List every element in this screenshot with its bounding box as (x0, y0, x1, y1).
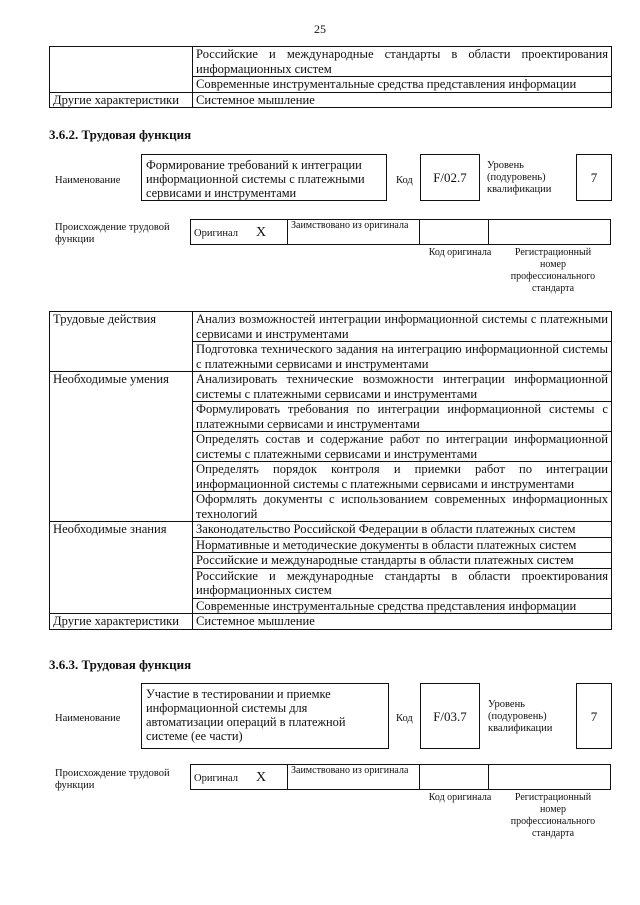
level-label: Уровень (подуровень) квалификации (487, 160, 552, 195)
table-cell: Российские и международные стандарты в области проектирования информационных систем (193, 568, 612, 598)
original-cell (191, 220, 288, 245)
table-row (50, 372, 612, 402)
original-label: Оригинал (194, 228, 238, 239)
top-table-cell: Современные инструментальные средства представления информации (193, 77, 612, 93)
code-original-label: Код оригинала (428, 247, 492, 258)
name-box (141, 683, 389, 749)
original-mark: X (256, 225, 267, 240)
table-cell: Подготовка технического задания на интеграцию информационной системы с платежными сервисами и инструментами (193, 342, 612, 372)
level-label: Уровень (подуровень) квалификации (488, 699, 553, 734)
table-cell: Нормативные и методические документы в области платежных систем (193, 537, 612, 553)
level-box (576, 683, 612, 749)
code-original-label: Код оригинала (428, 792, 492, 803)
name-label: Наименование (55, 713, 121, 724)
level-value: 7 (590, 170, 598, 185)
code-label: Код (396, 175, 413, 186)
table-cell: Оформлять документы с использованием современных информационных технологий (193, 492, 612, 522)
table-row (50, 614, 612, 630)
table-row (50, 522, 612, 538)
group-label: Другие характеристики (50, 614, 193, 630)
origin-table (190, 219, 611, 245)
borrowed-cell: Заимствовано из оригинала (288, 765, 420, 790)
section-heading: 3.6.3. Трудовая функция (49, 657, 192, 672)
code-box (420, 683, 480, 749)
origin-table (190, 764, 611, 790)
page-number: 25 (314, 22, 326, 36)
group-label: Трудовые действия (50, 312, 193, 372)
name-box (141, 154, 387, 201)
origin-label: Происхождение трудовой функции (55, 222, 170, 245)
main-table (49, 311, 612, 630)
reg-number-label: Регистрационный номер профессионального стандарта (510, 792, 596, 839)
reg-number-label: Регистрационный номер профессионального стандарта (510, 247, 596, 294)
table-cell: Анализ возможностей интеграции информационной системы с платежными сервисами и инструментами (193, 312, 612, 342)
code-original-cell (420, 765, 489, 790)
top-table-label-empty (50, 47, 193, 93)
top-table-label: Другие характеристики (50, 92, 193, 108)
level-value: 7 (590, 709, 598, 724)
name-value: Формирование требований к интеграции информационной системы с платежными сервисами и инструментами (146, 158, 365, 200)
top-table (49, 46, 612, 108)
name-value: Участие в тестировании и приемке информационной системы для автоматизации операций в платежной системе (ее части) (146, 687, 346, 743)
code-value: F/03.7 (433, 709, 467, 724)
original-mark: X (256, 770, 267, 785)
borrowed-cell: Заимствовано из оригинала (288, 220, 420, 245)
table-cell: Формулировать требования по интеграции информационной системы с платежными сервисами и инструментами (193, 402, 612, 432)
original-cell (191, 765, 288, 790)
code-original-cell (420, 220, 489, 245)
name-label: Наименование (55, 175, 121, 186)
original-label: Оригинал (194, 773, 238, 784)
table-cell: Системное мышление (193, 614, 612, 630)
code-label: Код (396, 713, 413, 724)
table-row (50, 312, 612, 342)
code-value: F/02.7 (433, 170, 467, 185)
table-cell: Определять порядок контроля и приемки работ по интеграции информационной системы с платежными сервисами и инструментами (193, 462, 612, 492)
level-box (576, 154, 612, 201)
table-cell: Определять состав и содержание работ по интеграции информационной системы с платежными сервисами и инструментами (193, 432, 612, 462)
section-heading: 3.6.2. Трудовая функция (49, 127, 192, 142)
table-cell: Анализировать технические возможности интеграции информационной системы с платежными сервисами и инструментами (193, 372, 612, 402)
reg-number-cell (489, 220, 611, 245)
table-cell: Российские и международные стандарты в области платежных систем (193, 553, 612, 569)
table-cell: Современные инструментальные средства представления информации (193, 598, 612, 614)
code-box (420, 154, 480, 201)
top-table-cell: Российские и международные стандарты в области проектирования информационных систем (193, 47, 612, 77)
reg-number-cell (489, 765, 611, 790)
group-label: Необходимые знания (50, 522, 193, 614)
top-table-cell: Системное мышление (193, 92, 612, 108)
table-cell: Законодательство Российской Федерации в области платежных систем (193, 522, 612, 538)
origin-label: Происхождение трудовой функции (55, 768, 170, 791)
group-label: Необходимые умения (50, 372, 193, 522)
